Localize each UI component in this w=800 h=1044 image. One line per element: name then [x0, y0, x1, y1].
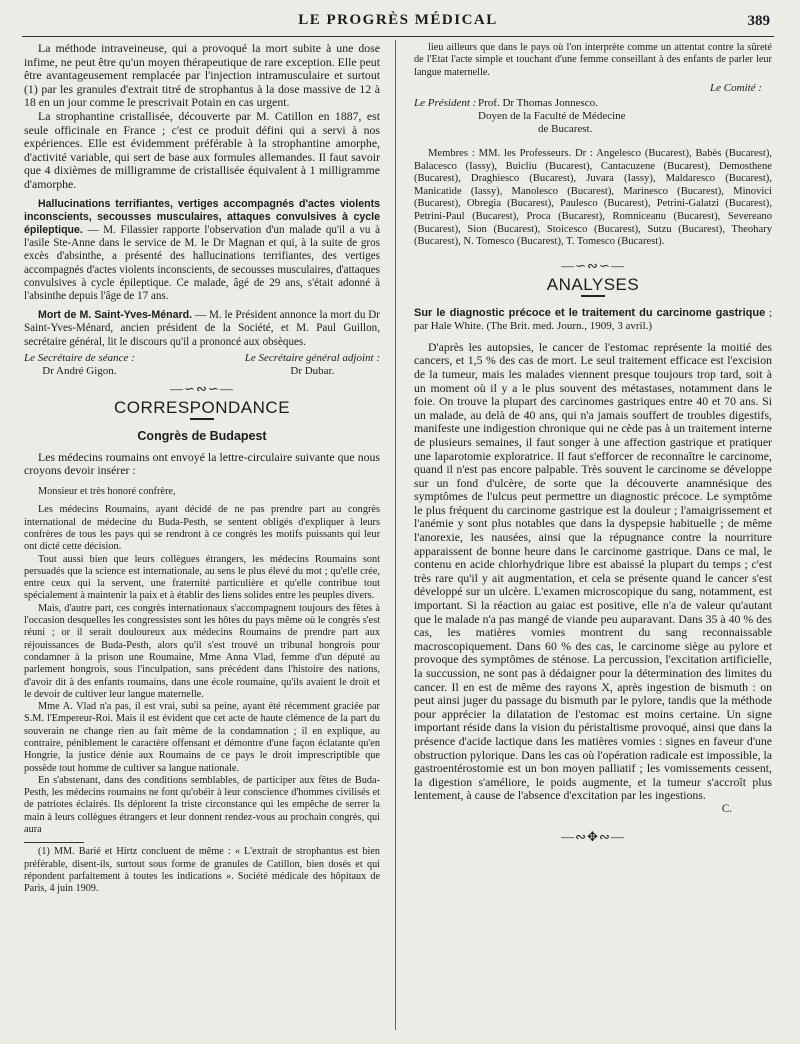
paragraph-body: — M. Filassier rapporte l'observation d'un malade qu'il a vu à l'asile Ste-Anne dans le service de M. le Dr Magnan et qui, à la suite de gros excès d'absinthe, a présenté des hallucinations terrifiantes, des vertiges accompagnés d'actes violents inconscients, de secousses musculaires, d'attaques convulsives à cycle épileptique. Ce malade, âgé de 29 ans, s'était adonné à l'absinthe depuis l'âge de 17 ans. — [24, 223, 380, 302]
members-list: Membres : MM. les Professeurs. Dr : Angelesco (Bucarest), Babès (Bucarest), Balacesco (Iassy), Buicliu (Bucarest), Cantacuzene (Bucarest), Demosthene (Bucarest), Draghiesco (Bucarest), Juvara (Iassy), Maldaresco (Bucarest), Manicatide (Iassy), Manolesco (Bucarest), Marinesco (Bucarest), Minovici (Bucarest), Obregia (Bucarest), Paulesco (Bucarest), Petrini-Galatzi (Bucarest), Petrini-Paul (Bucarest), Proca (Bucarest), Romniceanu (Bucarest), Severeano (Bucarest), Sion (Bucarest), Stoicesco (Bucarest), Sutzu (Bucarest), Theohary (Bucarest), N. Tomesco (Bucarest), T. Tomesco (Bucarest). — [414, 148, 772, 248]
letter-paragraph: Tout aussi bien que leurs collègues étrangers, les médecins Roumains sont persuadés que la science est internationale, au sens le plus élevé du mot ; qu'elle crée, entre ceux qui la servent, une fraternité particulière et qu'elle contribue tout spécialement à maintenir la paix et à établir des liens solides entre les peuples divers. — [24, 553, 380, 602]
page-number: 389 — [747, 13, 770, 29]
committee-heading: Le Comité : — [710, 81, 762, 94]
ornament: —∽∾∽— — [561, 257, 625, 273]
president-block — [414, 97, 772, 136]
column-divider — [395, 40, 396, 1030]
footnote-rule — [24, 842, 84, 843]
signature-seance — [24, 352, 135, 378]
left-column — [24, 42, 380, 1032]
analysis-signature: C. — [721, 802, 732, 815]
letter-paragraph: Mme A. Vlad n'a pas, il est vrai, subi sa peine, ayant été récemment graciée par S.M. l'Empereur-Roi. Mais il est évident que cet acte de haute clémence de la part du souverain ne change rien au fait même de la condamnation ; il en explique, au contraire, péniblement le caractère offensant et démontre d'une façon éclatante qu'en Hongrie, la justice dénie aux Roumains de ce pays le droit imprescriptible que possède tout homme de cultiver sa langue nationale. — [24, 701, 380, 774]
paragraph-lead: Mort de M. Saint-Yves-Ménard. — [38, 309, 193, 322]
analysis-heading — [414, 307, 772, 333]
signature-role: Le Secrétaire de séance : — [24, 351, 135, 364]
page-header — [22, 8, 774, 37]
intro-paragraph: Les médecins roumains ont envoyé la lettre-circulaire suivante que nous croyons devoir insérer : — [24, 449, 380, 478]
end-ornament: —∾✥∾— — [561, 829, 625, 845]
president-details — [478, 97, 626, 136]
letter-paragraph: Les médecins Roumains, ayant décidé de ne pas prendre part au congrès international de médecine du Buda-Pesth, se sentent obligés d'expliquer à leurs confrères de tous les pays qui se rendront à ce congrès les motifs puissants qui leur ont dicté cette décision. — [24, 504, 380, 553]
president-title: Doyen de la Faculté de Médecine — [478, 110, 626, 123]
right-column — [414, 42, 772, 1032]
divider-rule — [190, 418, 214, 420]
letter-paragraph: Mais, d'autre part, ces congrès internationaux s'accompagnent toujours des fêtes à l'occasion desquelles les congressistes sont les hôtes du pays même où le congrès s'est réuni ; or il serait douloureux aux médecins Roumains de prendre part aux réjouissances de Buda-Pesth, alors qu'il s'est trouvé un tribunal hongrois pour condamner à la prison une Roumaine, Mme Anna Vlad, femme d'un député au parlement hongrois, sous l'inculpation, sans précédent dans l'histoire des nations, d'avoir dit à des enfants roumains, dans une école roumaine, qu'ils avaient le droit et le devoir de cultiver leur langue maternelle. — [24, 602, 380, 700]
subsection-title: Congrès de Budapest — [137, 428, 267, 443]
paragraph: La méthode intraveineuse, qui a provoqué la mort subite à une dose infime, ne peut être qu'un moyen thérapeutique de rare exception. Elle peut être avantageusement remplacée par l'injection intramusculaire et surtout (1) par les granules d'extrait titré de strophantus à la dose massive de 12 à 18 en un jour comme le prescrivait Potain en cas urgent. — [24, 42, 380, 110]
section-title: CORRESPONDANCE — [113, 397, 291, 417]
ornament: —∽∾∽— — [170, 380, 234, 396]
journal-title: LE PROGRÈS MÉDICAL — [298, 12, 498, 28]
paragraph-hallucinations — [24, 198, 380, 304]
signature-name: Dr Dubar. — [290, 364, 335, 377]
president-label: Le Président : — [414, 97, 477, 110]
paragraph-body: — M. le Président annonce la mort du Dr Saint-Yves-Ménard, ancien président de la Société, et M. Paul Guillon, secrétaire général, lit le discours qu'il a prononcé aux obsèques. — [24, 309, 380, 348]
letter-continuation: lieu ailleurs que dans le pays où l'on interprète comme un attentat contre la sûreté de l'Etat l'acte simple et touchant d'une femme conseillant à des enfants de parler leur langue maternelle. — [414, 42, 772, 78]
analysis-body: D'après les autopsies, le cancer de l'estomac représente la moitié des cancers, et 1,5 % des cas de mort. Le seul traitement efficace est l'excision de la tumeur, mais les malades viennent presque toujours trop tard, soit à un moment où il y a le plus souvent des métastases, notamment dans le foie. On trouve la plupart des carcinomes gastriques entre 40 et 70 ans. Si un malade, au delà de 40 ans, qui n'a jamais souffert de troubles digestifs, manifeste une indigestion chronique qui ne cède pas à un traitement interne de plusieurs semaines, il faut songer à une affection gastrique et pratiquer une laparotomie exploratrice. Il faut s'efforcer de reconnaître le carcinome, quand il n'est pas encore palpable. Très souvent le carcinome se développe sur un fond d'ulcère, de sorte que la découverte anamnésique des symptômes de l'ulcus peut permettre un diagnostic précoce. Le symptôme le plus fréquent du carcinome gastrique est la douleur ; l'amaigrissement et l'anémie y sont plus notables que dans la dyspepsie habituelle ; de même l'anorexie, les nausées, ainsi que la répugnance contre la nourriture apparaissent de bonne heure dans le carcinome gastrique. Dans ce mal, le contenu en acide chlorhydrique libre est abaissé la plupart du temps ; c'est très rare qu'il y ait augmentation, et cela se présente quand le cancer s'est développé sur un ulcère. L'examen microscopique du sang, notamment, est important. Si la réaction au gaiac est positive, elle n'a de valeur qu'autant que le malade n'a pas mangé de viande peu auparavant. Dans 35 à 40 % des cas, les matières vomies montrent du sang reconnaissable macroscopiquement. Dans 60 % des cas, le carcinome siège au pylore et provoque des symptômes de sténose. La percussion, l'excitation artificielle, la succussion, ne sont pas à dédaigner pour la détermination des limites du cancer. Il en est de même des rayons X, après ingestion de bismuth : on peut ainsi juger du passage du bismuth par le pylore, tandis que la méthode pour apprécier la dilatation de l'estomac est moins certaine. Un signe important réside dans la vision du péristaltisme provoqué, ainsi que dans la présence d'acide lactique dans les matières vomies : signes en faveur d'une obstruction pylorique. Dans les cas où l'opération radicale est impossible, la gastroentérostomie est un bon moyen palliatif ; les vomissements cessent, la digestion s'améliore, le poids augmente, et la tumeur s'accroît plus lentement, à cause de l'absence d'excitation par les ingestions. — [414, 339, 772, 803]
paragraph-obituary — [24, 309, 380, 349]
footnote: (1) MM. Barié et Hirtz concluent de même : « L'extrait de strophantus est bien préférable, disent-ils, surtout sous forme de granules de Catillon, bien dosés et qui répondent parfaitement à toutes les indications ». Société médicale des hôpitaux de Paris, 4 juin 1909. — [24, 846, 380, 894]
signatures — [24, 352, 380, 378]
president-city: de Bucarest. — [538, 123, 593, 136]
signature-role: Le Secrétaire général adjoint : — [244, 351, 380, 364]
paragraph-lead: Hallucinations terrifiantes, vertiges accompagnés d'actes violents inconscients, secousses musculaires, attaques convulsives à cycle épileptique. — [24, 197, 380, 236]
analysis-reference: ; par Hale White. (The Brit. med. Journ., 1909, 3 avril.) — [414, 306, 772, 332]
section-title: ANALYSES — [546, 275, 640, 295]
president-name: Prof. Dr Thomas Jonnesco. — [478, 97, 598, 110]
salutation: Monsieur et très honoré confrère, — [38, 486, 176, 498]
paragraph: La strophantine cristallisée, découverte par M. Catillon en 1887, est seule officinale en France ; c'est ce produit défini qui a servi à nos expériences. Elle est évidemment préférable à la strophantine amorphe, d'activité variable, qui sert de base aux formules allemandes. Il faut savoir que 4 dixièmes de milligramme de cristallisée équivalent à 1 milligramme d'amorphe. — [24, 108, 380, 191]
signature-general — [245, 352, 380, 378]
analysis-title: Sur le diagnostic précoce et le traitement du carcinome gastrique — [414, 306, 766, 319]
letter-paragraph: En s'abstenant, dans des conditions semblables, de participer aux fêtes de Buda-Pesth, les médecins roumains ne font qu'obéir à leur conscience d'hommes civilisés et de patriotes éclairés. Ils déplorent la triste circonstance qui les empêche de serrer la main à leurs collègues étrangers et leur donnent rendez-vous au prochain congrès, qui aura — [24, 774, 380, 836]
signature-name: Dr André Gigon. — [42, 364, 117, 377]
divider-rule — [581, 295, 605, 297]
